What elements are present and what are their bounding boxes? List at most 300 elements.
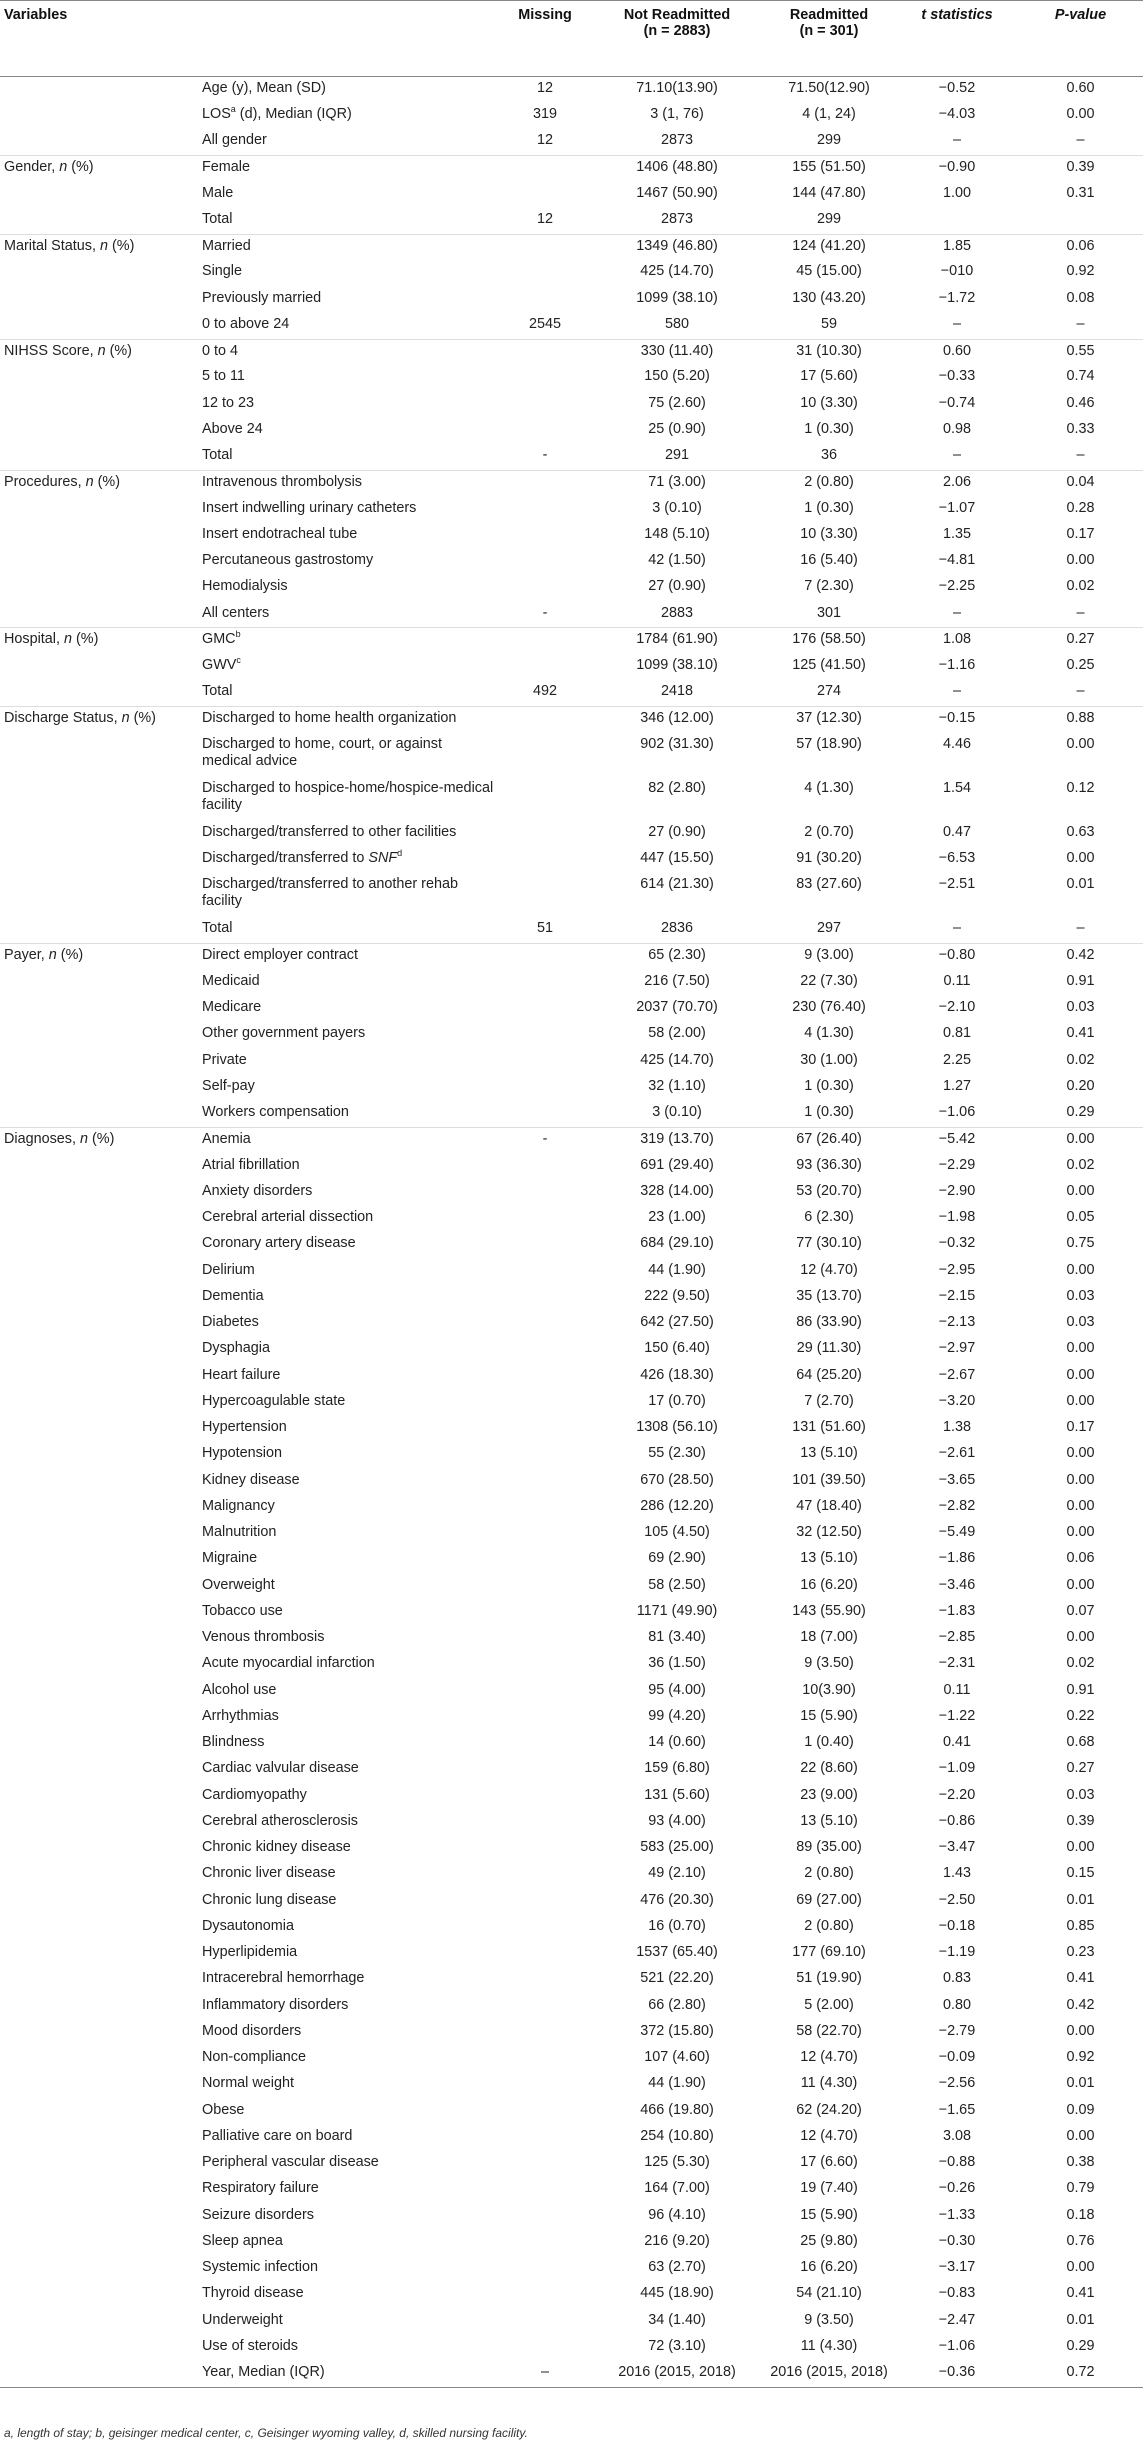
table-row — [0, 1862, 1143, 1888]
readmitted-cell: 22 (8.60) — [800, 1760, 858, 1777]
subvariable-label: 0 to 4 — [202, 342, 239, 359]
subvariable-label: Hemodialysis — [202, 578, 288, 595]
subvariable-cell — [198, 313, 498, 339]
t-statistic-cell: – — [952, 315, 961, 332]
p-value-cell: 0.01 — [1066, 1891, 1095, 1908]
variable-cell — [0, 444, 198, 470]
subvariable-label: Chronic kidney disease — [202, 1839, 351, 1855]
table-row — [0, 129, 1143, 155]
subvariable-cell — [198, 1075, 498, 1101]
missing-cell: 319 — [532, 105, 557, 122]
p-value-cell: 0.03 — [1066, 1314, 1095, 1330]
table-row — [0, 2256, 1143, 2282]
t-statistic-cell: −0.18 — [938, 1917, 976, 1934]
p-value-cell: 0.25 — [1066, 657, 1095, 673]
missing-cell — [498, 1915, 592, 1941]
subvariable-label: Tobacco use — [202, 1602, 283, 1619]
p-value-cell: 0.03 — [1066, 1786, 1095, 1803]
subvariable-label: Blindness — [202, 1734, 265, 1750]
readmitted-cell: 125 (41.50) — [792, 657, 866, 673]
missing-cell: 51 — [536, 920, 553, 937]
not-readmitted-cell: 25 (0.90) — [648, 420, 706, 437]
missing-cell — [498, 287, 592, 313]
variable-cell — [0, 1337, 198, 1363]
subvariable-label: Total — [202, 210, 233, 227]
p-value-cell: 0.00 — [1066, 1182, 1095, 1199]
p-value-cell: 0.92 — [1066, 263, 1095, 280]
table-row — [0, 523, 1143, 549]
p-value-cell: 0.91 — [1066, 1681, 1095, 1698]
t-statistic-cell: −2.15 — [938, 1287, 976, 1304]
readmitted-cell: 1 (0.30) — [804, 420, 854, 437]
not-readmitted-cell: 58 (2.00) — [648, 1025, 706, 1042]
missing-cell — [498, 1705, 592, 1731]
p-value-cell: 0.02 — [1066, 1655, 1095, 1672]
variable-cell — [0, 1521, 198, 1547]
p-value-cell — [1018, 208, 1143, 234]
table-row — [0, 392, 1143, 418]
missing-cell — [498, 873, 592, 917]
table-row — [0, 1521, 1143, 1547]
table-row — [0, 821, 1143, 847]
readmitted-cell: 274 — [816, 683, 841, 700]
table-row — [0, 1311, 1143, 1337]
p-value-cell: – — [1076, 447, 1085, 463]
subvariable-label: Male — [202, 184, 234, 201]
missing-cell — [498, 1206, 592, 1232]
p-value-cell: 0.23 — [1066, 1944, 1095, 1960]
missing-cell — [498, 1285, 592, 1311]
variable-cell — [0, 602, 198, 628]
p-value-cell: 0.00 — [1066, 1392, 1095, 1409]
subvariable-cell — [198, 234, 498, 260]
not-readmitted-cell: 99 (4.20) — [648, 1707, 706, 1724]
p-value-cell: 0.12 — [1066, 779, 1095, 796]
p-value-cell: 0.08 — [1066, 289, 1095, 306]
missing-cell — [498, 2230, 592, 2256]
missing-cell: - — [542, 447, 548, 463]
header-not-readmitted-n: (n = 2883) — [643, 23, 711, 39]
p-value-cell: – — [1076, 683, 1085, 700]
not-readmitted-cell: 466 (19.80) — [640, 2101, 714, 2118]
missing-cell — [498, 418, 592, 444]
variable-cell — [0, 1049, 198, 1075]
readmitted-cell: 93 (36.30) — [796, 1156, 862, 1173]
subvariable-cell — [198, 103, 498, 129]
readmitted-cell: 51 (19.90) — [796, 1970, 862, 1987]
t-statistic-cell: 0.83 — [942, 1970, 971, 1987]
t-statistic-cell: −2.79 — [938, 2022, 976, 2039]
readmitted-cell: 23 (9.00) — [800, 1786, 858, 1803]
not-readmitted-cell: 150 (5.20) — [644, 368, 710, 385]
subvariable-label: Age (y), Mean (SD) — [202, 80, 326, 96]
readmitted-cell: 83 (27.60) — [796, 876, 862, 893]
subvariable-cell — [198, 628, 498, 654]
not-readmitted-cell: 2016 (2015, 2018) — [592, 2361, 762, 2387]
p-value-cell: 0.00 — [1066, 735, 1095, 752]
variable-cell — [0, 1941, 198, 1967]
table-row — [0, 1941, 1143, 1967]
not-readmitted-cell: 2883 — [660, 604, 693, 621]
t-statistic-cell: −5.49 — [938, 1524, 976, 1540]
not-readmitted-cell: 14 (0.60) — [648, 1734, 706, 1750]
t-statistic-cell: −0.83 — [938, 2285, 976, 2302]
missing-cell — [498, 1652, 592, 1678]
table-row — [0, 1836, 1143, 1862]
table-row — [0, 680, 1143, 706]
table-footnote: a, length of stay; b, geisinger medical center, c, Geisinger wyoming valley, d, skilled nursing facility. — [4, 2426, 528, 2440]
variable-cell — [0, 1364, 198, 1390]
missing-cell — [498, 654, 592, 680]
readmitted-cell: 86 (33.90) — [796, 1314, 862, 1330]
missing-cell — [498, 365, 592, 391]
variable-cell — [0, 1731, 198, 1757]
readmitted-cell: 35 (13.70) — [796, 1287, 862, 1304]
subvariable-label: GWV — [202, 657, 237, 673]
n-symbol: n — [85, 473, 94, 490]
readmitted-cell: 10(3.90) — [802, 1681, 856, 1698]
t-statistic-cell: −2.25 — [938, 578, 976, 595]
subvariable-label: 5 to 11 — [202, 368, 245, 385]
missing-cell — [498, 1075, 592, 1101]
t-statistic-cell: −2.20 — [938, 1786, 976, 1803]
t-statistic-cell: −0.09 — [938, 2049, 976, 2065]
table-row — [0, 996, 1143, 1022]
variable-cell: Payer, n (%) — [0, 944, 198, 970]
readmitted-cell: 299 — [816, 210, 841, 227]
variable-cell — [0, 680, 198, 706]
p-value-cell: 0.00 — [1018, 1127, 1143, 1153]
not-readmitted-cell: 49 (2.10) — [648, 1865, 706, 1882]
t-statistic-cell: −1.16 — [938, 657, 976, 673]
variable-cell — [0, 1626, 198, 1652]
n-symbol: n — [59, 158, 68, 175]
table-row — [0, 1810, 1143, 1836]
t-statistic-cell: −3.47 — [938, 1839, 976, 1855]
variable-cell — [0, 1416, 198, 1442]
p-value-cell: 0.09 — [1066, 2101, 1095, 2118]
t-statistic-cell: −3.65 — [938, 1471, 976, 1488]
not-readmitted-cell: 72 (3.10) — [648, 2337, 706, 2354]
variable-cell — [0, 2046, 198, 2072]
readmitted-cell: 36 — [820, 447, 837, 463]
not-readmitted-cell: 902 (31.30) — [640, 735, 714, 752]
subvariable-label: Venous thrombosis — [202, 1629, 325, 1645]
variable-cell — [0, 182, 198, 208]
subvariable-cell — [198, 2361, 498, 2387]
p-value-cell: 0.27 — [1066, 1760, 1095, 1777]
t-statistic-cell: 1.54 — [942, 779, 971, 796]
table-row — [0, 733, 1143, 777]
not-readmitted-cell: 150 (6.40) — [644, 1340, 710, 1357]
subvariable-cell — [198, 1547, 498, 1573]
subvariable-cell — [198, 1679, 498, 1705]
subvariable-label: Delirium — [202, 1261, 255, 1278]
variable-cell: Discharge Status, n (%) — [0, 707, 198, 733]
table-row — [0, 497, 1143, 523]
t-statistic-cell: −0.26 — [938, 2180, 976, 2197]
missing-cell — [498, 470, 592, 496]
not-readmitted-cell: 1537 (65.40) — [636, 1944, 718, 1960]
subvariable-label: Inflammatory disorders — [202, 1996, 349, 2013]
missing-cell — [498, 260, 592, 286]
table-row — [0, 1049, 1143, 1075]
t-statistic-cell: 0.47 — [942, 823, 971, 840]
not-readmitted-cell: 447 (15.50) — [640, 850, 714, 866]
variable-cell — [0, 1600, 198, 1626]
missing-cell — [498, 2282, 592, 2308]
missing-cell — [498, 1994, 592, 2020]
t-statistic-cell: – — [952, 132, 961, 148]
missing-cell: 12 — [536, 132, 553, 148]
t-statistic-cell: −5.42 — [896, 1127, 1018, 1153]
subvariable-cell — [198, 2335, 498, 2361]
missing-cell — [498, 2099, 592, 2125]
t-statistic-cell: 1.38 — [942, 1419, 971, 1435]
subvariable-cell — [198, 1127, 498, 1153]
t-statistic-cell: −2.67 — [938, 1366, 976, 1383]
table-row — [0, 575, 1143, 601]
not-readmitted-cell: 159 (6.80) — [644, 1760, 710, 1777]
subvariable-label: 0 to above 24 — [202, 315, 290, 332]
missing-cell — [498, 1154, 592, 1180]
subvariable-label: Use of steroids — [202, 2337, 298, 2354]
t-statistic-cell: −6.53 — [938, 850, 976, 866]
missing-cell — [498, 1101, 592, 1127]
subvariable-label: Hyperlipidemia — [202, 1944, 298, 1960]
subvariable-cell — [198, 1285, 498, 1311]
variable-cell: Gender, n (%) — [0, 155, 198, 181]
t-statistic-cell: −2.29 — [938, 1156, 976, 1173]
p-value-cell: 0.27 — [1018, 628, 1143, 654]
variable-cell — [0, 575, 198, 601]
subvariable-cell — [198, 444, 498, 470]
p-value-cell: 0.60 — [1066, 80, 1095, 96]
header-t-statistics: t statistics — [896, 1, 1018, 77]
table-row — [0, 873, 1143, 917]
t-statistic-cell: −1.86 — [938, 1550, 976, 1567]
not-readmitted-cell: 580 — [664, 315, 689, 332]
not-readmitted-cell: 105 (4.50) — [644, 1524, 710, 1540]
not-readmitted-cell: 81 (3.40) — [648, 1629, 706, 1645]
variable-cell — [0, 103, 198, 129]
variable-cell — [0, 365, 198, 391]
variable-cell — [0, 733, 198, 777]
p-value-cell: 0.42 — [1066, 1996, 1095, 2013]
not-readmitted-cell: 216 (9.20) — [644, 2232, 710, 2249]
not-readmitted-cell: 2037 (70.70) — [636, 999, 718, 1015]
missing-cell — [498, 2309, 592, 2335]
readmitted-cell: 58 (22.70) — [796, 2022, 862, 2039]
subvariable-label: Hypertension — [202, 1419, 287, 1435]
variable-cell — [0, 313, 198, 339]
not-readmitted-cell: 95 (4.00) — [648, 1681, 706, 1698]
table-row — [0, 970, 1143, 996]
missing-cell — [498, 1180, 592, 1206]
readmitted-cell: 4 (1, 24) — [802, 105, 856, 122]
table-row — [0, 2230, 1143, 2256]
subvariable-cell — [198, 1889, 498, 1915]
p-value-cell: 0.06 — [1018, 234, 1143, 260]
subvariable-label: Percutaneous gastrostomy — [202, 552, 374, 568]
subvariable-label: GMC — [202, 631, 236, 648]
readmitted-cell: 143 (55.90) — [792, 1602, 866, 1619]
missing-cell — [498, 1364, 592, 1390]
table-row — [0, 2020, 1143, 2046]
subvariable-label: Atrial fibrillation — [202, 1156, 300, 1173]
t-statistic-cell: −4.03 — [938, 105, 976, 122]
p-value-cell: 0.31 — [1066, 184, 1095, 201]
missing-cell — [498, 497, 592, 523]
subvariable-cell — [198, 182, 498, 208]
p-value-cell: 0.00 — [1066, 105, 1095, 122]
table-row — [0, 1259, 1143, 1285]
p-value-cell: 0.41 — [1066, 1970, 1095, 1987]
table-row — [0, 2361, 1143, 2387]
t-statistic-cell: −2.50 — [938, 1891, 976, 1908]
subvariable-label: Peripheral vascular disease — [202, 2154, 379, 2170]
subvariable-cell — [198, 2282, 498, 2308]
t-statistic-cell — [896, 208, 1018, 234]
t-statistic-cell: −0.30 — [938, 2232, 976, 2249]
variable-cell — [0, 2020, 198, 2046]
subvariable-label: Discharged to home, court, or against medical advice — [202, 735, 442, 769]
t-statistic-cell: −2.13 — [938, 1314, 976, 1330]
t-statistic-cell: −0.32 — [938, 1235, 976, 1252]
not-readmitted-cell: 23 (1.00) — [648, 1209, 706, 1225]
subvariable-label: Non-compliance — [202, 2049, 306, 2065]
variable-cell — [0, 1180, 198, 1206]
variable-cell — [0, 996, 198, 1022]
t-statistic-cell: −1.06 — [938, 2337, 976, 2354]
table-row — [0, 1127, 1143, 1153]
missing-cell — [498, 1810, 592, 1836]
footnote-marker: b — [235, 629, 241, 640]
subvariable-cell — [198, 392, 498, 418]
subvariable-cell — [198, 847, 498, 873]
missing-cell — [498, 2177, 592, 2203]
subvariable-cell — [198, 77, 498, 103]
table-row — [0, 339, 1143, 365]
header-row — [0, 1, 1143, 77]
variable-cell: Marital Status, n (%) — [0, 234, 198, 260]
t-statistic-cell: −1.06 — [938, 1104, 976, 1120]
t-statistic-cell: −010 — [940, 263, 974, 280]
variable-cell — [0, 129, 198, 155]
missing-cell — [498, 2151, 592, 2177]
variable-cell — [0, 2230, 198, 2256]
not-readmitted-cell: 16 (0.70) — [648, 1917, 706, 1934]
p-value-cell: 0.91 — [1066, 972, 1095, 989]
subvariable-cell — [198, 1994, 498, 2020]
table-row — [0, 1495, 1143, 1521]
header-variables: Variables — [0, 1, 198, 77]
variable-cell — [0, 1967, 198, 1993]
not-readmitted-cell: 1308 (56.10) — [636, 1419, 718, 1435]
subvariable-cell — [198, 549, 498, 575]
not-readmitted-cell: 319 (13.70) — [592, 1127, 762, 1153]
missing-cell — [498, 1311, 592, 1337]
subvariable-label: Chronic liver disease — [202, 1865, 336, 1882]
missing-cell: 492 — [532, 683, 557, 700]
subvariable-cell — [198, 944, 498, 970]
subvariable-label: Private — [202, 1051, 247, 1068]
p-value-cell: 0.41 — [1066, 2285, 1095, 2302]
subvariable-label: Year, Median (IQR) — [202, 2364, 325, 2380]
readmitted-cell: 69 (27.00) — [796, 1891, 862, 1908]
readmitted-cell: 25 (9.80) — [800, 2232, 858, 2249]
not-readmitted-cell: 66 (2.80) — [648, 1996, 706, 2013]
subvariable-label: Insert endotracheal tube — [202, 525, 358, 542]
table-body — [0, 77, 1143, 2388]
subvariable-cell — [198, 1705, 498, 1731]
p-value-cell: 0.55 — [1018, 339, 1143, 365]
subvariable-cell — [198, 1652, 498, 1678]
subvariable-label: Dysphagia — [202, 1340, 270, 1357]
p-value-cell: 0.01 — [1066, 2311, 1095, 2328]
table-row — [0, 182, 1143, 208]
variable-cell: Hospital, n (%) — [0, 628, 198, 654]
table-row — [0, 470, 1143, 496]
p-value-cell: 0.38 — [1066, 2154, 1095, 2170]
not-readmitted-cell: 476 (20.30) — [640, 1891, 714, 1908]
subvariable-cell — [198, 654, 498, 680]
readmitted-cell: 31 (10.30) — [762, 339, 896, 365]
t-statistic-cell: −0.80 — [896, 944, 1018, 970]
not-readmitted-cell: 691 (29.40) — [640, 1156, 714, 1173]
subvariable-cell — [198, 1311, 498, 1337]
t-statistic-cell: −1.98 — [938, 1209, 976, 1225]
variable-cell — [0, 1442, 198, 1468]
table-row — [0, 1652, 1143, 1678]
table-row — [0, 155, 1143, 181]
subvariable-cell — [198, 2099, 498, 2125]
variable-cell — [0, 1810, 198, 1836]
subvariable-cell — [198, 733, 498, 777]
readmitted-cell: 71.50(12.90) — [788, 80, 870, 96]
variable-cell — [0, 2072, 198, 2098]
subvariable-cell — [198, 523, 498, 549]
readmitted-cell: 124 (41.20) — [762, 234, 896, 260]
subvariable-cell — [198, 1941, 498, 1967]
readmitted-cell: 176 (58.50) — [762, 628, 896, 654]
variable-cell — [0, 2309, 198, 2335]
variable-cell — [0, 2256, 198, 2282]
readmitted-cell: 29 (11.30) — [796, 1340, 862, 1357]
p-value-cell: 0.85 — [1066, 1917, 1095, 1934]
variable-cell — [0, 1574, 198, 1600]
p-value-cell: 0.18 — [1066, 2206, 1095, 2223]
table-row — [0, 1180, 1143, 1206]
not-readmitted-cell: 3 (0.10) — [652, 1104, 702, 1120]
variable-cell — [0, 523, 198, 549]
t-statistic-cell: 0.41 — [942, 1734, 971, 1750]
table-row — [0, 2282, 1143, 2308]
table-row — [0, 1101, 1143, 1127]
not-readmitted-cell: 425 (14.70) — [640, 1051, 714, 1068]
table-row — [0, 1679, 1143, 1705]
subvariable-cell — [198, 2204, 498, 2230]
subvariable-label: Arrhythmias — [202, 1707, 279, 1724]
p-value-cell: 0.88 — [1018, 707, 1143, 733]
readmitted-cell: 13 (5.10) — [800, 1445, 858, 1462]
p-value-cell: 0.00 — [1066, 1497, 1095, 1514]
not-readmitted-cell: 164 (7.00) — [644, 2180, 710, 2197]
not-readmitted-cell: 286 (12.20) — [640, 1497, 714, 1514]
subvariable-label: Intracerebral hemorrhage — [202, 1970, 365, 1987]
missing-cell: - — [542, 604, 548, 621]
table-row — [0, 944, 1143, 970]
